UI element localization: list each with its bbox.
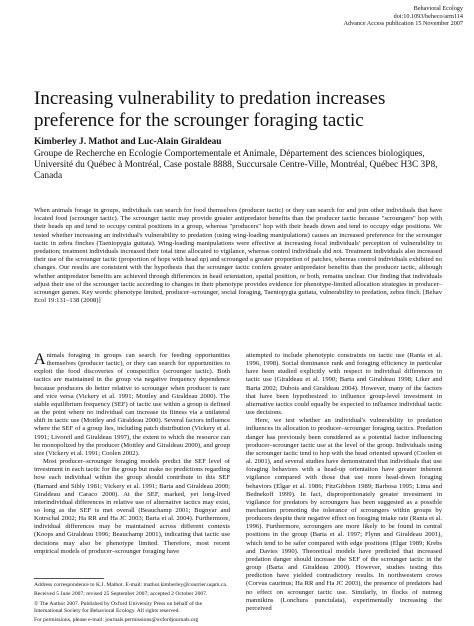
drop-cap: A [34,351,46,368]
footnotes [34,578,230,626]
body-column-left [34,352,230,556]
affiliation: Groupe de Recherche en Ecologie Comportementale et Animale, Département des sciences biologiques, Université du Québec à Montréal, Case postale 8888, Succursale Centre-Ville, Montréal, Québec H3C 3P8, Canada [34,149,438,181]
body-paragraph [34,352,230,458]
body-paragraph: Most producer–scrounger foraging models predict the SEF level of investment in each tactic for the group but make no predictions regarding how each individual within the group should contribute to this SEF (Barnard and Sibly 1981; Vickery et al. 1991; Barta and Giraldeau 2000; Giraldeau and Caraco 2000). At the SEF, marked, yet long-lived interindividual differences in relative use of alternative tactics may exist, so long as the SEF is met overall (Beauchamp 2001; Bugnyar and Kotrschal 2002; Ha RR and Ha JC 2003; Barta et al. 2004). Furthermore, individual differences may be maintained across different contexts (Koops and Giraldeau 1996; Beauchamp 2001), indicating that tactic use decisions may also be phenotype limited. Therefore, most recent empirical models of producer–scrounger foraging have [34,458,230,555]
body-paragraph: attempted to include phenotypic constraints on tactic use (Ranta et al. 1996, 1998). Social dominance rank and foraging efficiency in particular have been studied explicitly with respect to individual differences in tactic use (Giraldeau et al. 1990; Barta and Giraldeau 1998; Liker and Barta 2002; Dubois and Giraldeau 2004). However, many of the factors that have been hypothesized to influence group-level investment in alternative tactics could equally be expected to influence individual tactic use decisions. [246,352,442,417]
body-column-right [246,352,442,613]
paragraph-text: nimals foraging in groups can search for feeding opportunities themselves (producer tactic), or they can search for opportunities to exploit the food discoveries of conspecifics (scrounger tactic). Both tactics are maintained in the group via negative frequency dependence because producers do better relative to scrounger when producer is rare and vice versa (Vickery et al. 1991; Mottley and Giraldeau 2000). The stable equilibrium frequency (SEF) of tactic use within a group is defined as the point where no individual can increase its fitness via a unilateral shift in tactic use (Mottley and Giraldeau 2000). Several factors influence where the SEF of a group lies, including patch distribution (Vickery et al. 1991; Livoreil and Giraldeau 1997), the extent to which the resource can be monopolized by the producer (Mottley and Giraldeau 2000), and group size (Vickery et al. 1991; Coolen 2002). [34,352,230,457]
paper-title: Increasing vulnerability to predation increases preference for the scrounger foraging tactic [34,88,386,131]
advance-access-date: Advance Access publication 15 November 2007 [343,20,463,28]
doi: doi:10.1093/beheco/arm114 [393,12,463,20]
journal-header [273,5,463,28]
footnote-divider [34,578,104,579]
abstract: When animals forage in groups, individuals can search for food themselves (producer tactic) or they can search for and join other individuals that have located food (scrounger tactic). The scrounger tactic may provide greater antipredator benefits than the producer tactic because "scroungers" hop with their heads up and tend to occupy central positions in a group, whereas "producers" hop with their heads down and tend to occupy edge positions. We tested whether increasing an individual's vulnerability to predation (using wing-loading manipulations) causes an increased preference for the scrounger tactic in zebra finches (Taeniopygia guttata). Wing-loading manipulations were effective at increasing focal individuals' perception of vulnerability to predation; treatment individuals increased their total time allocated to vigilance, whereas control individuals did not. Treatment individuals also increased their use of the scrounger tactic (proportion of hops with head up) and scrounged a greater proportion of patches, whereas control individuals exhibited no changes. Our results are consistent with the hypothesis that the scrounger tactic confers greater antipredator benefits than the producer tactic, although whether antipredator benefits are achieved through differences in head orientation, spatial position, or both, remains unclear. Our finding that individuals adjust their use of the scrounger tactic according to changes in their phenotype provides evidence for phenotype-limited allocation strategies in producer–scrounger games. Key words: phenotype limited, producer–scrounger, social foraging, Taeniopygia guttata, vulnerability to predation, zebra finch. [Behav Ecol 19:131–138 (2008)] [34,207,442,305]
copyright-notice: © The Author 2007. Published by Oxford University Press on behalf of the International Society for Behavioral Ecology. All rights reserved. [34,601,203,615]
body-paragraph: Here, we test whether an individual's vulnerability to predation influences its allocation to producer–scrounger foraging tactics. Predation danger has previously been considered as a potential factor influencing producer–scrounger tactic use at the level of the group. Individuals using the scrounger tactic tend to hop with the head oriented upward (Coolen et al. 2001), and several studies have demonstrated that individuals that use foraging behaviors with a head-up orientation have greater inherent vigilance compared with those that use more head-down foraging behaviors (Elgar et al. 1986; FitzGibbon 1989; Barbosa 1995; Lima and Bednekoff 1999). In fact, disproportionately greater investment in vigilance for predators by scroungers has been suggested as a possible mechanism promoting the tolerance of scroungers within groups by producers despite their negative effect on foraging intake rate (Ranta et al. 1996). Furthermore, scroungers are more likely to be found in central positions in the group (Barta et al. 1997; Flynn and Giraldeau 2001), which tend to be safer compared with edge positions (Elgar 1989; Krebs and Davies 1990). Theoretical models have predicted that increased predation danger should increase the SEF of the scrounger tactic in the group (Barta and Giraldeau 2000). However, studies testing this prediction have yielded contradictory results. In northwestern crows (Corvus caurinus; Ha RR and Ha JC 2003), the presence of predators had no effect on scrounger tactic use. Similarly, in flocks of nutmeg mannikins (Lonchura punctulata), experimentally increasing the perceived [246,417,442,612]
journal-name: Behavioral Ecology [413,5,463,12]
authors: Kimberley J. Mathot and Luc-Alain Giraldeau [34,137,222,147]
permissions-notice: For permissions, please e-mail: journals.permissions@oxfordjournals.org [34,616,199,623]
correspondence-note: Address correspondence to K.J. Mathot. E-mail: mathot.kimberley@courrier.uqam.ca. [34,582,228,588]
received-dates: Received 5 June 2007; revised 25 September 2007; accepted 2 October 2007. [34,590,208,597]
